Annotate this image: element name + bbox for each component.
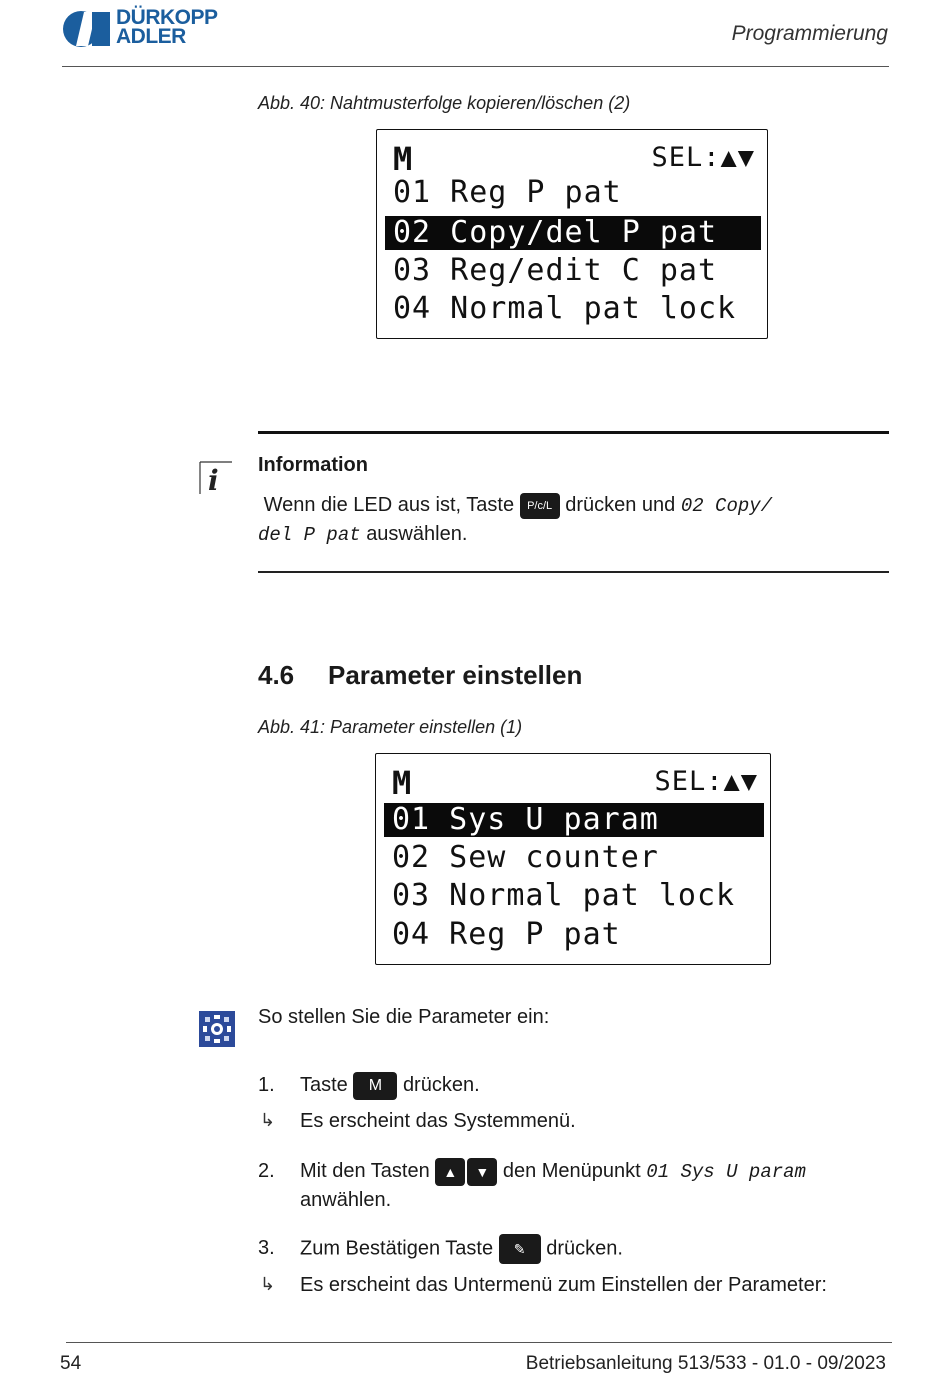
step-3-number: 3. xyxy=(258,1237,275,1259)
running-section-title: Programmierung xyxy=(731,22,888,45)
lcd-row: 03 Normal pat lock xyxy=(392,878,736,913)
lcd-row: 04 Reg P pat xyxy=(392,917,621,952)
step-1-text xyxy=(300,1071,480,1100)
lcd-menu-letter: M xyxy=(393,140,413,178)
footer-rule xyxy=(66,1342,892,1343)
keypad-icon xyxy=(199,1011,235,1047)
info-bottom-rule xyxy=(258,571,889,573)
info-code-2: del P pat xyxy=(258,524,361,546)
logo-mark-icon xyxy=(62,10,112,48)
info-icon xyxy=(198,460,234,496)
lcd-row: 02 Sew counter xyxy=(392,840,659,875)
lcd-select-indicator: SEL:▲▼ xyxy=(651,142,755,173)
step-1-text-a: Taste xyxy=(300,1074,348,1096)
step-2-text xyxy=(300,1157,890,1214)
result-arrow-icon: ↳ xyxy=(260,1110,276,1130)
section-heading: Parameter einstellen xyxy=(328,660,583,690)
step-3-text-b: drücken. xyxy=(546,1237,623,1260)
info-text xyxy=(258,491,878,549)
info-top-rule xyxy=(258,431,889,434)
lcd-row: 01 Reg P pat xyxy=(393,175,622,210)
lcd-display-figure-41 xyxy=(375,753,771,965)
m-key-icon: M xyxy=(353,1072,397,1100)
up-arrow-icon: ▲ xyxy=(435,1158,465,1186)
document-reference: Betriebsanleitung 513/533 - 01.0 - 09/2023 xyxy=(525,1353,886,1374)
step-1-number: 1. xyxy=(258,1074,275,1096)
info-text-middle: drücken und xyxy=(565,494,676,516)
pcl-key-icon: P/c/L xyxy=(520,493,560,519)
step-2-code: 01 Sys U param xyxy=(646,1161,806,1183)
step-2-text-c: anwählen. xyxy=(300,1189,392,1211)
instructions-intro: So stellen Sie die Parameter ein: xyxy=(258,1006,550,1028)
info-code-1: 02 Copy/ xyxy=(680,495,773,517)
lcd-menu-letter: M xyxy=(392,764,412,802)
lcd-row-selected: 01 Sys U param xyxy=(384,803,764,837)
brand-line-1: DÜRKOPP xyxy=(116,6,218,29)
lcd-display-figure-40 xyxy=(376,129,768,339)
lcd-row-selected: 02 Copy/del P pat xyxy=(385,216,761,250)
step-1-text-b: drücken. xyxy=(402,1074,480,1096)
down-arrow-icon: ▼ xyxy=(467,1158,497,1186)
info-text-after: auswählen. xyxy=(366,523,468,545)
svg-text:i: i xyxy=(208,464,219,496)
step-3-result: Es erscheint das Untermenü zum Einstellen der Parameter: xyxy=(300,1274,827,1296)
step-3-text-a: Zum Bestätigen Taste xyxy=(300,1237,494,1260)
lcd-row: 04 Normal pat lock xyxy=(393,291,737,326)
brand-line-2: ADLER xyxy=(116,25,186,48)
header-rule xyxy=(62,66,889,67)
result-arrow-icon: ↳ xyxy=(260,1274,276,1294)
step-2-text-b: den Menüpunkt xyxy=(502,1160,641,1182)
section-number: 4.6 xyxy=(258,660,295,690)
step-1-result: Es erscheint das Systemmenü. xyxy=(300,1110,576,1132)
company-logo xyxy=(62,8,232,50)
step-2-text-a: Mit den Tasten xyxy=(300,1160,430,1182)
step-3-text xyxy=(300,1234,623,1264)
pencil-icon: ✎ xyxy=(499,1234,541,1264)
info-heading: Information xyxy=(258,454,368,476)
figure-40-caption: Abb. 40: Nahtmusterfolge kopieren/löschen (2) xyxy=(258,93,631,113)
figure-41-caption: Abb. 41: Parameter einstellen (1) xyxy=(258,717,523,737)
lcd-select-indicator: SEL:▲▼ xyxy=(654,766,758,797)
lcd-row: 03 Reg/edit C pat xyxy=(393,253,718,288)
page-number: 54 xyxy=(60,1353,82,1374)
info-text-before: Wenn die LED aus ist, Taste xyxy=(263,494,515,516)
step-2-number: 2. xyxy=(258,1160,275,1182)
